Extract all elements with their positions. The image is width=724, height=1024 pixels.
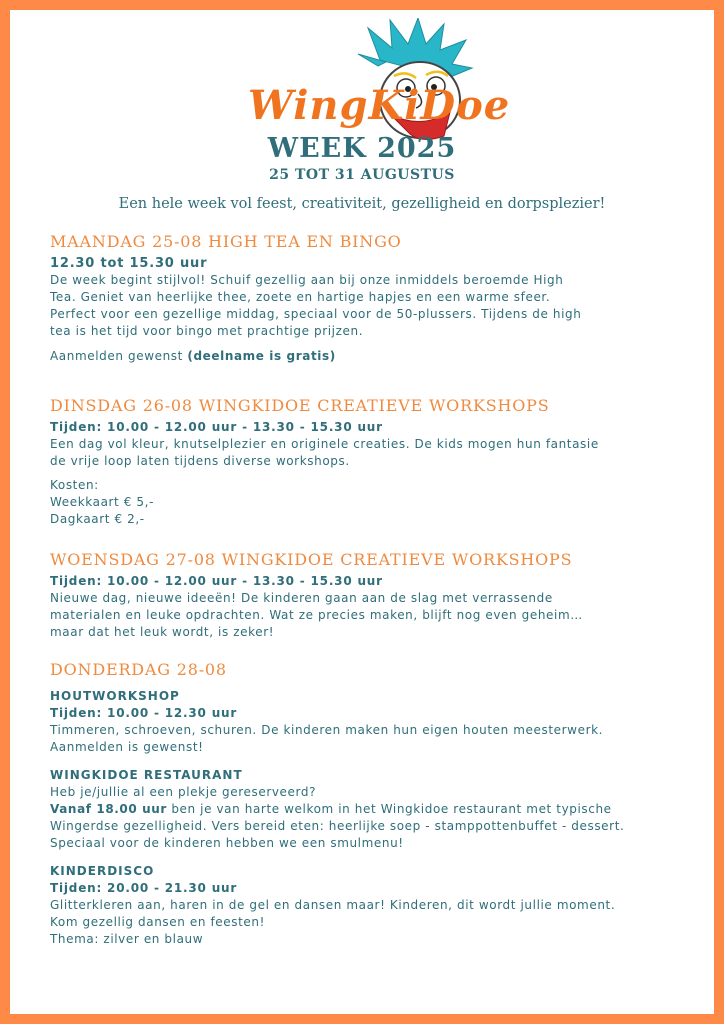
day-wednesday bbox=[50, 550, 690, 641]
signup-note bbox=[50, 348, 690, 365]
day-times: 12.30 tot 15.30 uur bbox=[50, 256, 208, 271]
day-heading: DINSDAG 26-08 WINGKIDOE CREATIEVE WORKSHOPS bbox=[50, 396, 550, 415]
description-line: Thema: zilver en blauw bbox=[50, 932, 204, 946]
description-line: Tea. Geniet van heerlijke thee, zoete en hartige hapjes en een warme sfeer. bbox=[50, 290, 551, 304]
start-time: Vanaf 18.00 uur bbox=[50, 802, 167, 816]
description-line: materialen en leuke opdrachten. Wat ze precies maken, blijft nog even geheim… bbox=[50, 608, 583, 622]
tagline: Een hele week vol feest, creativiteit, gezelligheid en dorpsplezier! bbox=[118, 196, 606, 212]
description-line: Een dag vol kleur, knutselplezier en originele creaties. De kids mogen hun fantasie bbox=[50, 437, 599, 451]
day-heading: WOENSDAG 27-08 WINGKIDOE CREATIEVE WORKSHOPS bbox=[50, 550, 573, 569]
event-title: HOUTWORKSHOP bbox=[50, 689, 180, 703]
day-times: Tijden: 10.00 - 12.00 uur - 13.30 - 15.30 uur bbox=[50, 420, 383, 434]
day-monday bbox=[50, 232, 690, 365]
event-times: Tijden: 20.00 - 21.30 uur bbox=[50, 881, 238, 895]
day-times: Tijden: 10.00 - 12.00 uur - 13.30 - 15.30 uur bbox=[50, 574, 383, 588]
logo-text: WingKiDoe bbox=[248, 82, 511, 129]
event-title: WINGKIDOE RESTAURANT bbox=[50, 768, 243, 782]
description-line: Perfect voor een gezellige middag, speciaal voor de 50-plussers. Tijdens de high bbox=[50, 307, 582, 321]
week-dates: 25 TOT 31 AUGUSTUS bbox=[269, 167, 455, 183]
event-houtworkshop bbox=[50, 688, 690, 756]
event-title: KINDERDISCO bbox=[50, 864, 155, 878]
description-line: maar dat het leuk wordt, is zeker! bbox=[50, 625, 275, 639]
description-line: de vrije loop laten tijdens diverse workshops. bbox=[50, 454, 350, 468]
description-line: Wingerdse gezelligheid. Vers bereid eten: heerlijke soep - stamppottenbuffet - dessert. bbox=[50, 819, 625, 833]
description-line: Kom gezellig dansen en feesten! bbox=[50, 915, 266, 929]
description-line: Aanmelden is gewenst! bbox=[50, 740, 204, 754]
day-tuesday bbox=[50, 396, 690, 528]
description-line: tea is het tijd voor bingo met prachtige prijzen. bbox=[50, 324, 364, 338]
description-line: Timmeren, schroeven, schuren. De kinderen maken hun eigen houten meesterwerk. bbox=[50, 723, 604, 737]
description-line: Speciaal voor de kinderen hebben we een smulmenu! bbox=[50, 836, 404, 850]
signup-free: (deelname is gratis) bbox=[187, 349, 336, 363]
signup-text: Aanmelden gewenst bbox=[50, 349, 188, 363]
description-line: Nieuwe dag, nieuwe ideeën! De kinderen gaan aan de slag met verrassende bbox=[50, 591, 553, 605]
costs-label: Kosten: bbox=[50, 478, 99, 492]
wingkidoe-logo bbox=[240, 18, 511, 148]
cost-item: Dagkaart € 2,- bbox=[50, 512, 145, 526]
day-heading: DONDERDAG 28-08 bbox=[50, 660, 227, 679]
event-times: Tijden: 10.00 - 12.30 uur bbox=[50, 706, 238, 720]
event-intro: Heb je/jullie al een plekje gereserveerd? bbox=[50, 785, 317, 799]
event-restaurant bbox=[50, 767, 690, 852]
event-kinderdisco bbox=[50, 863, 690, 948]
description-line: Glitterkleren aan, haren in de gel en dansen maar! Kinderen, dit wordt jullie moment. bbox=[50, 898, 616, 912]
day-thursday bbox=[50, 660, 690, 948]
description-rest: ben je van harte welkom in het Wingkidoe restaurant met typische bbox=[166, 802, 612, 816]
cost-item: Weekkaart € 5,- bbox=[50, 495, 155, 509]
week-title: WEEK 2025 bbox=[267, 133, 457, 164]
day-heading: MAANDAG 25-08 HIGH TEA EN BINGO bbox=[50, 232, 402, 251]
description-line bbox=[50, 801, 690, 818]
description-line: De week begint stijlvol! Schuif gezellig aan bij onze inmiddels beroemde High bbox=[50, 273, 564, 287]
